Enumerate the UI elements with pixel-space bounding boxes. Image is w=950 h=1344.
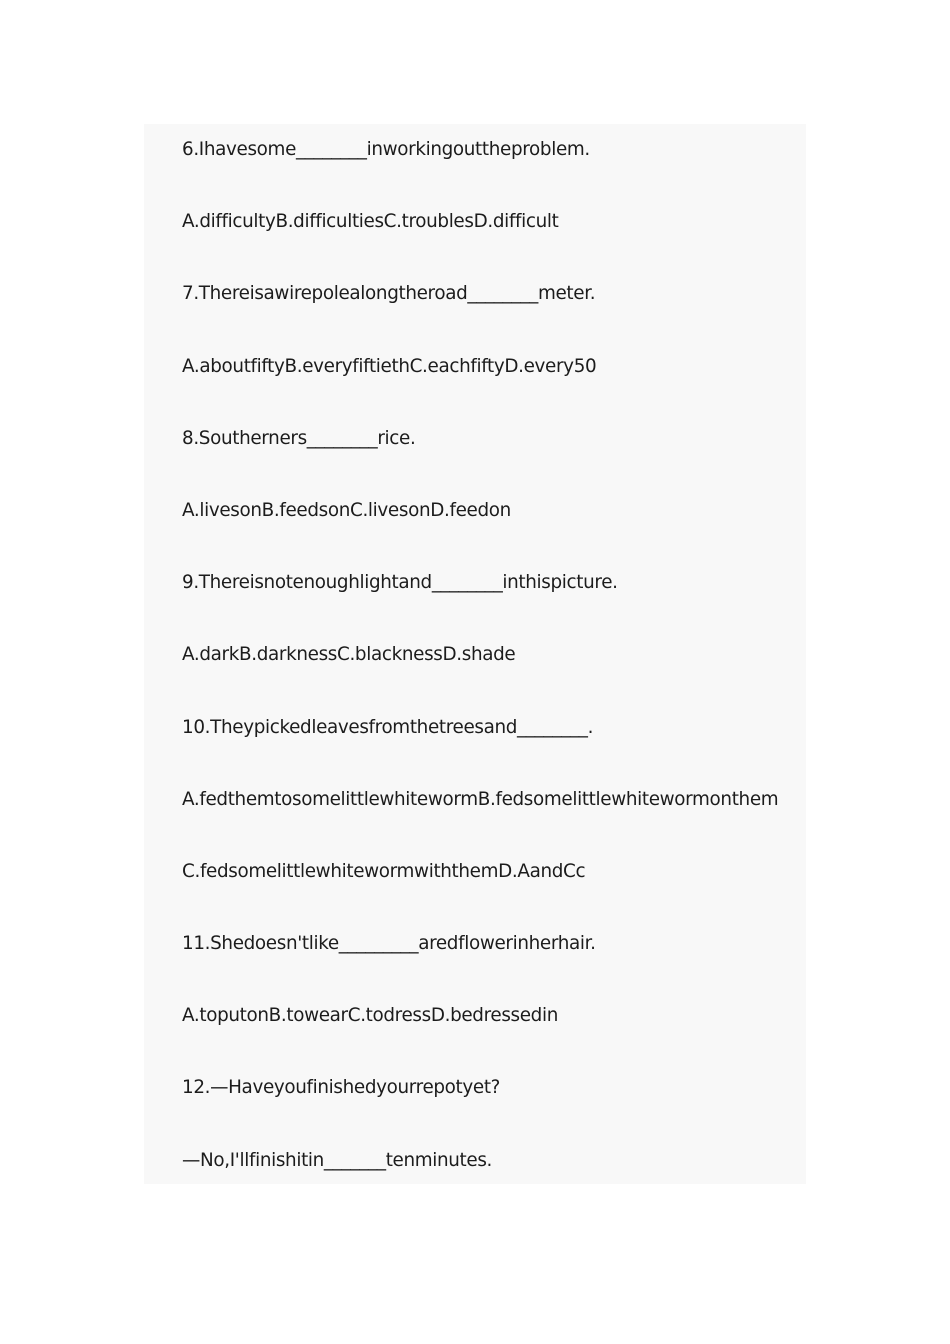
question-7: 7.Thereisawirepolealongtheroad________meter. bbox=[182, 283, 596, 305]
question-list bbox=[182, 134, 822, 1217]
question-11-options: A.toputonB.towearC.todressD.bedressedin bbox=[182, 1005, 558, 1027]
question-6-options: A.difficultyB.difficultiesC.troublesD.difficult bbox=[182, 211, 559, 233]
question-9: 9.Thereisnotenoughlightand________inthispicture. bbox=[182, 572, 618, 594]
question-10-options-ab: A.fedthemtosomelittlewhitewormB.fedsomelittlewhitewormonthem bbox=[182, 788, 779, 810]
question-8-options: A.livesonB.feedsonC.livesonD.feedon bbox=[182, 499, 511, 521]
question-12-response: —No,I'llfinishitin_______tenminutes. bbox=[182, 1149, 493, 1171]
question-12: 12.—Haveyoufinishedyourrepotyet? bbox=[182, 1077, 501, 1099]
question-7-options: A.aboutfiftyB.everyfiftiethC.eachfiftyD.every50 bbox=[182, 355, 597, 377]
question-11: 11.Shedoesn'tlike_________aredflowerinherhair. bbox=[182, 933, 596, 955]
question-10-options-cd: C.fedsomelittlewhitewormwiththemD.AandCc bbox=[182, 860, 586, 882]
question-6: 6.Ihavesome________inworkingouttheproblem. bbox=[182, 139, 590, 160]
question-8: 8.Southerners________rice. bbox=[182, 427, 416, 449]
question-9-options: A.darkB.darknessC.blacknessD.shade bbox=[182, 644, 516, 666]
question-10: 10.Theypickedleavesfromthetreesand________. bbox=[182, 716, 594, 738]
